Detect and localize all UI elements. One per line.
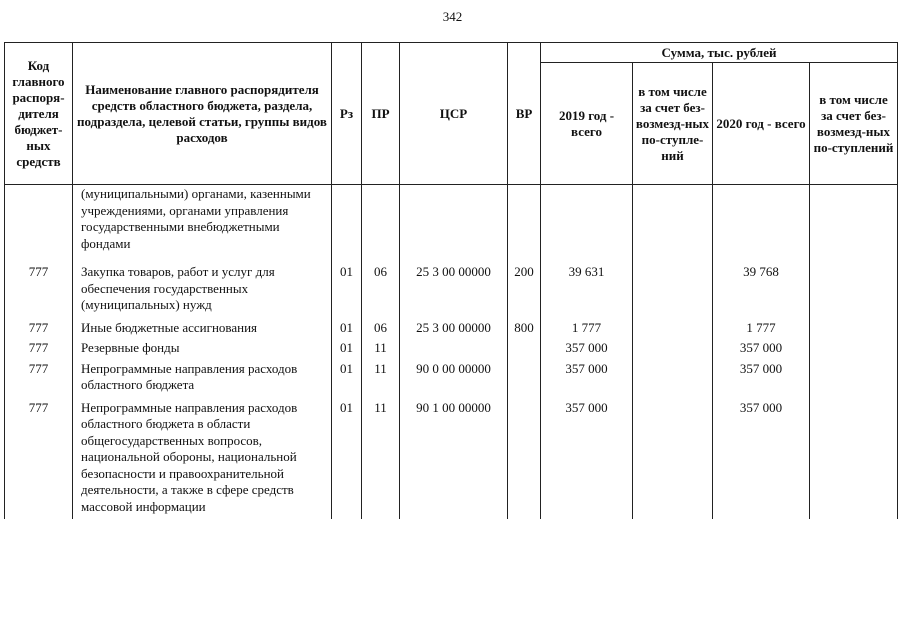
cell-2020-total xyxy=(713,185,810,265)
cell-vr: 200 xyxy=(508,264,541,320)
header-sum: Сумма, тыс. рублей xyxy=(541,43,898,63)
cell-pr: 06 xyxy=(362,264,400,320)
header-pr: ПР xyxy=(362,43,400,185)
cell-rz xyxy=(332,185,362,265)
cell-2020-total: 39 768 xyxy=(713,264,810,320)
cell-csr: 90 1 00 00000 xyxy=(400,400,508,520)
header-name: Наименование главного распорядителя средств областного бюджета, раздела, подраздела, целевой статьи, группы видов расходов xyxy=(73,43,332,185)
table-row xyxy=(5,361,898,400)
header-rz: Рз xyxy=(332,43,362,185)
header-code: Код главного распоря-дителя бюджет-ных средств xyxy=(5,43,73,185)
cell-2019-free xyxy=(633,340,713,361)
cell-2019-free xyxy=(633,185,713,265)
cell-pr: 11 xyxy=(362,361,400,400)
header-vr: ВР xyxy=(508,43,541,185)
cell-pr: 06 xyxy=(362,320,400,341)
table-row xyxy=(5,400,898,520)
cell-pr: 11 xyxy=(362,400,400,520)
cell-rz: 01 xyxy=(332,320,362,341)
cell-2019-total: 357 000 xyxy=(541,400,633,520)
table-row xyxy=(5,340,898,361)
page-number: 342 xyxy=(442,9,463,24)
cell-2019-free xyxy=(633,361,713,400)
cell-rz: 01 xyxy=(332,361,362,400)
cell-2020-total: 1 777 xyxy=(713,320,810,341)
cell-rz: 01 xyxy=(332,264,362,320)
header-2020-total: 2020 год - всего xyxy=(713,63,810,185)
cell-2020-free xyxy=(810,361,898,400)
cell-2020-free xyxy=(810,264,898,320)
budget-table xyxy=(4,42,898,519)
header-2019-total: 2019 год - всего xyxy=(541,63,633,185)
table-header xyxy=(5,43,898,185)
table-row xyxy=(5,320,898,341)
cell-code: 777 xyxy=(5,340,73,361)
cell-csr: 25 3 00 00000 xyxy=(400,264,508,320)
cell-vr: 800 xyxy=(508,320,541,341)
cell-vr xyxy=(508,400,541,520)
cell-pr xyxy=(362,185,400,265)
cell-2019-free xyxy=(633,264,713,320)
cell-csr: 90 0 00 00000 xyxy=(400,361,508,400)
table-row xyxy=(5,185,898,265)
cell-2020-total: 357 000 xyxy=(713,400,810,520)
cell-2019-total: 357 000 xyxy=(541,340,633,361)
cell-code xyxy=(5,185,73,265)
cell-name: Закупка товаров, работ и услуг для обеспечения государственных (муниципальных) нужд xyxy=(73,264,332,320)
cell-csr xyxy=(400,340,508,361)
cell-2019-free xyxy=(633,320,713,341)
cell-vr xyxy=(508,185,541,265)
cell-rz: 01 xyxy=(332,340,362,361)
table-row xyxy=(5,264,898,320)
cell-code: 777 xyxy=(5,400,73,520)
cell-name: (муниципальными) органами, казенными учреждениями, органами управления государственными внебюджетными фондами xyxy=(73,185,332,265)
cell-2020-free xyxy=(810,185,898,265)
header-2020-free: в том числе за счет без-возмезд-ных по-ступлений xyxy=(810,63,898,185)
cell-vr xyxy=(508,361,541,400)
cell-rz: 01 xyxy=(332,400,362,520)
cell-2020-free xyxy=(810,340,898,361)
cell-name: Непрограммные направления расходов областного бюджета xyxy=(73,361,332,400)
cell-2019-total: 1 777 xyxy=(541,320,633,341)
cell-name: Иные бюджетные ассигнования xyxy=(73,320,332,341)
cell-code: 777 xyxy=(5,320,73,341)
cell-2019-total xyxy=(541,185,633,265)
cell-pr: 11 xyxy=(362,340,400,361)
cell-csr: 25 3 00 00000 xyxy=(400,320,508,341)
cell-2019-free xyxy=(633,400,713,520)
cell-2020-total: 357 000 xyxy=(713,340,810,361)
cell-2020-free xyxy=(810,320,898,341)
cell-2019-total: 39 631 xyxy=(541,264,633,320)
header-2019-free: в том числе за счет без-возмезд-ных по-ступле-ний xyxy=(633,63,713,185)
cell-2020-total: 357 000 xyxy=(713,361,810,400)
header-csr: ЦСР xyxy=(400,43,508,185)
cell-2019-total: 357 000 xyxy=(541,361,633,400)
cell-name: Непрограммные направления расходов областного бюджета в области общегосударственных вопросов, национальной обороны, национальной безопасности и правоохранительной деятельности, а также в сфере средств массовой информации xyxy=(73,400,332,520)
cell-csr xyxy=(400,185,508,265)
table-body xyxy=(5,185,898,520)
cell-code: 777 xyxy=(5,264,73,320)
cell-2020-free xyxy=(810,400,898,520)
cell-name: Резервные фонды xyxy=(73,340,332,361)
cell-vr xyxy=(508,340,541,361)
cell-code: 777 xyxy=(5,361,73,400)
